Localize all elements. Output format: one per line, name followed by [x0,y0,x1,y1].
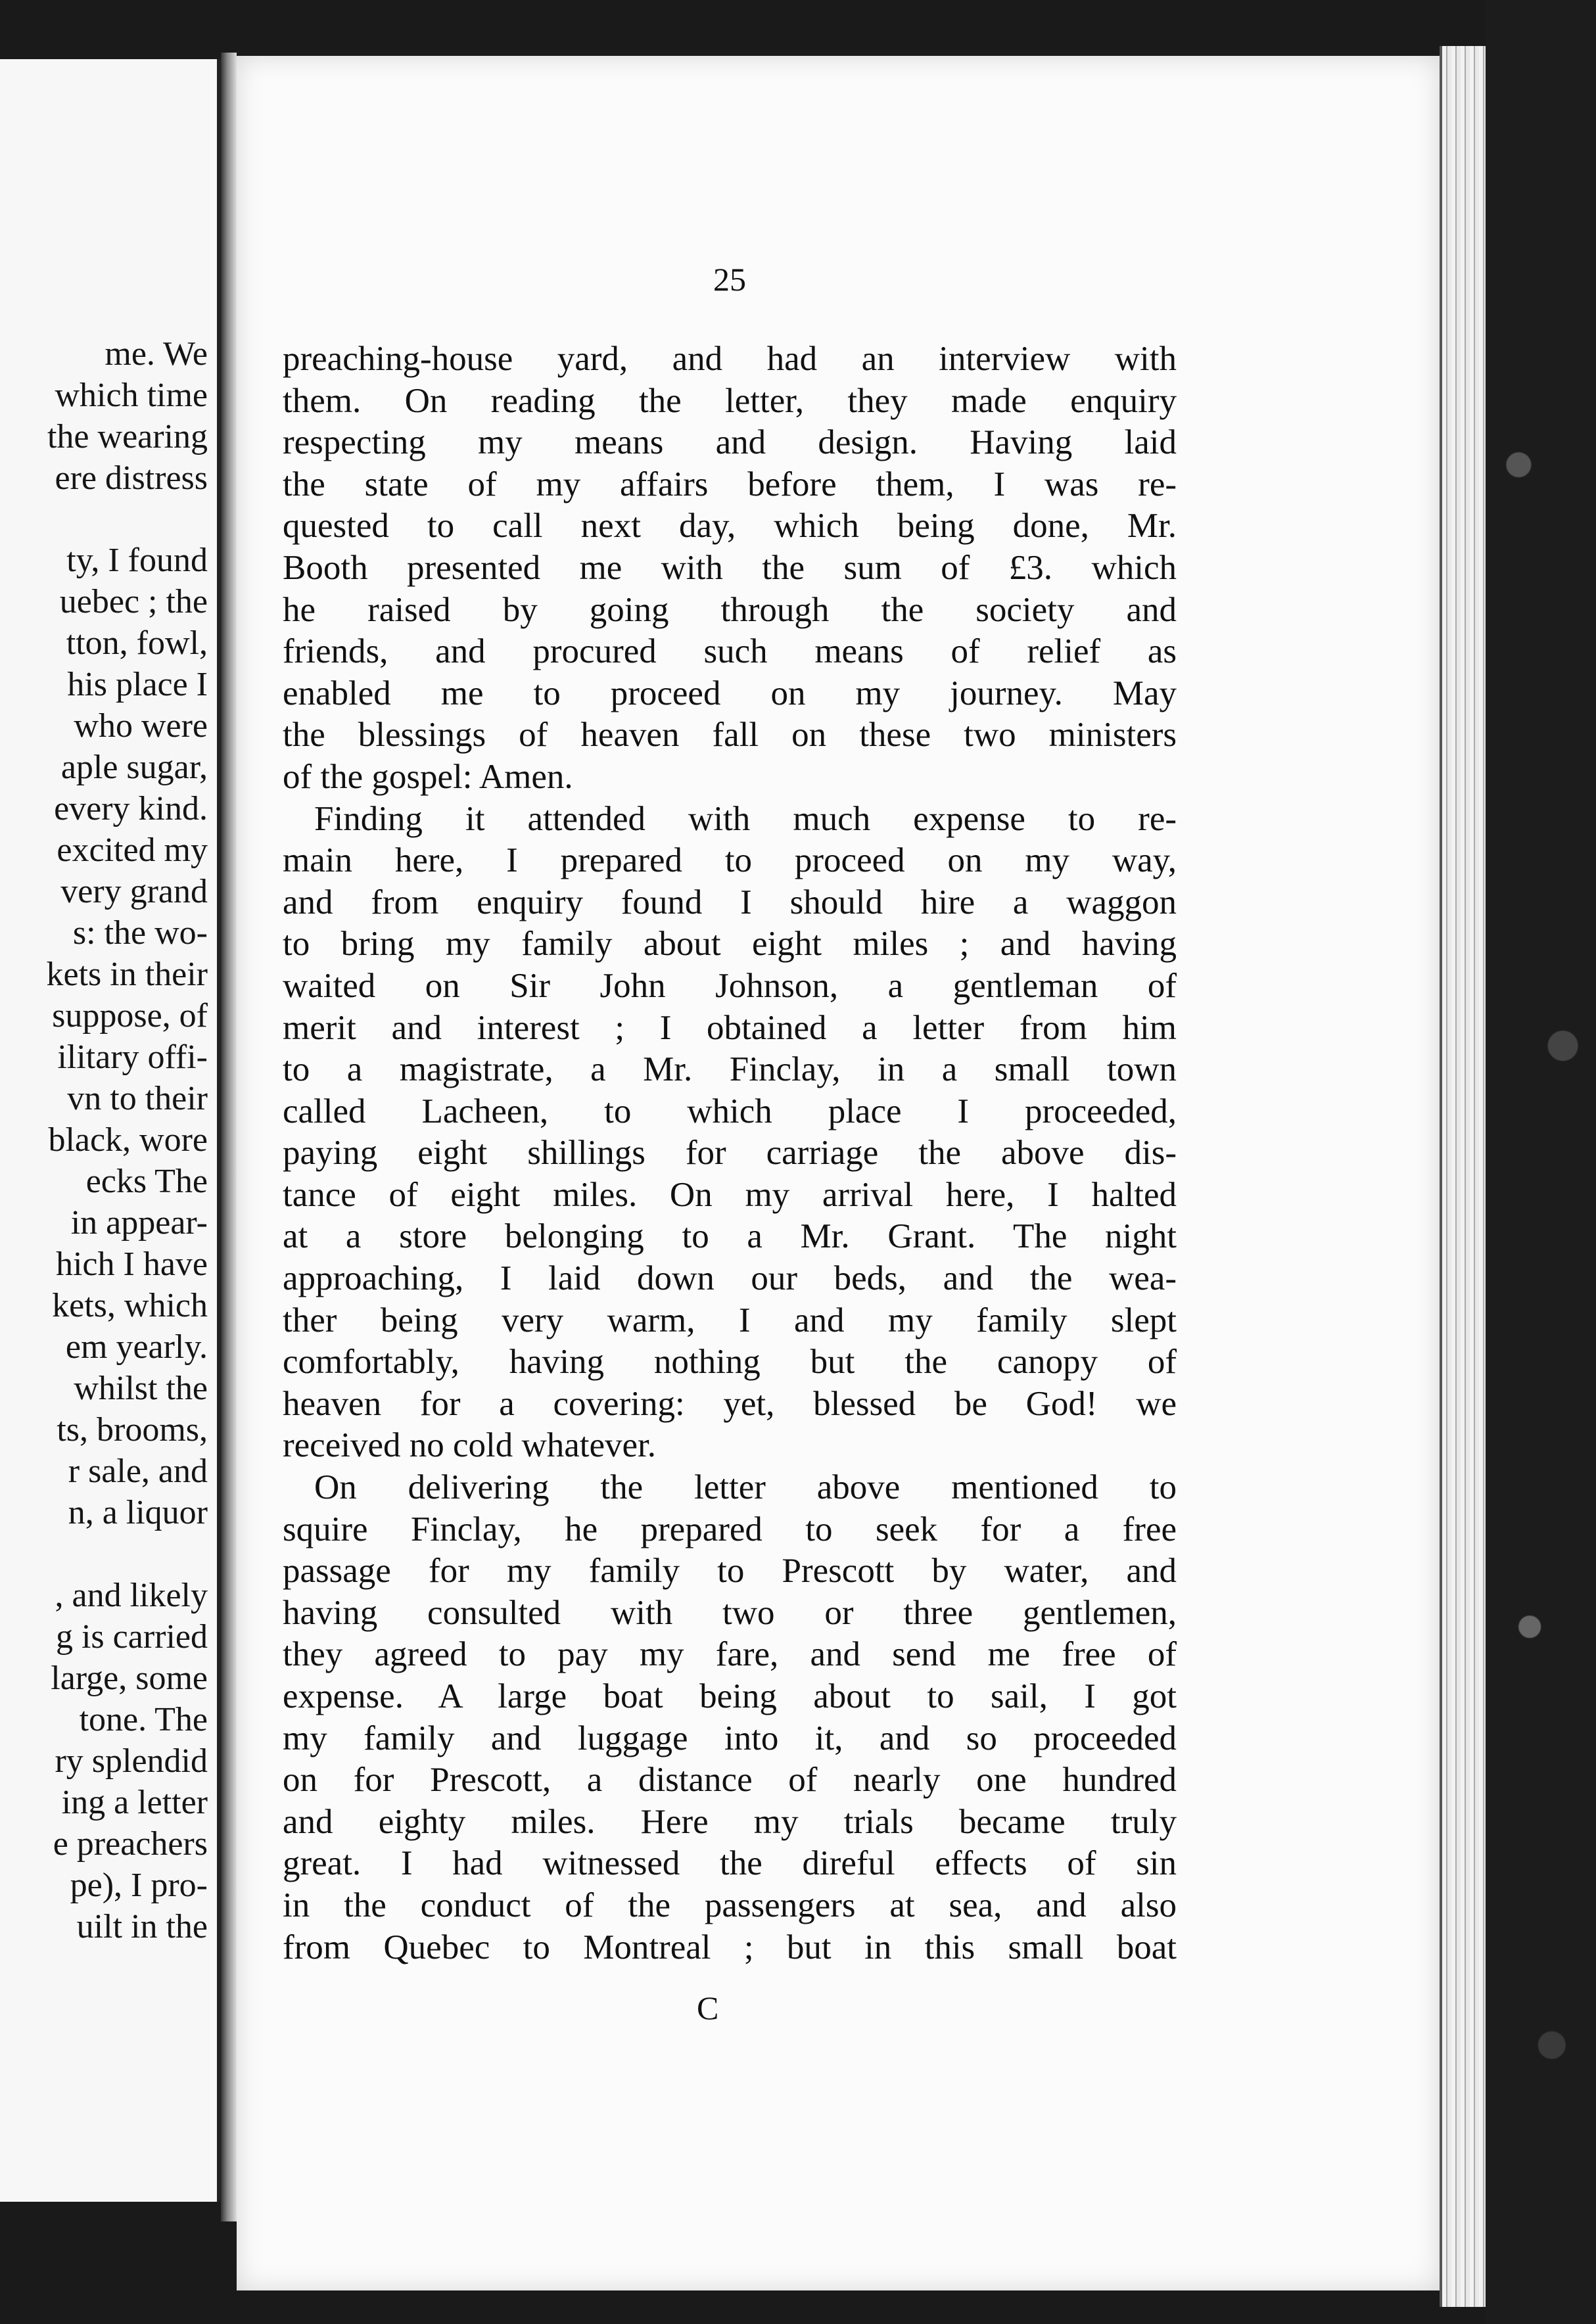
text-line: of the gospel: Amen. [283,757,573,796]
text-line: squire Finclay, he prepared to seek for a free [283,1510,1177,1548]
facing-page-text-line: me. We [105,335,208,373]
facing-page-text-line: ing a letter [61,1784,208,1821]
facing-page-text-line: suppose, of [52,997,208,1034]
text-line: they agreed to pay my fare, and send me free of [283,1635,1177,1674]
text-line: my family and luggage into it, and so proceeded [283,1719,1177,1757]
text-line: he raised by going through the society and [283,590,1177,629]
text-line: expense. A large boat being about to sail, I got [283,1677,1177,1715]
facing-page-text-line: ecks The [85,1163,208,1200]
text-line: respecting my means and design. Having laid [283,423,1177,462]
text-line: On delivering the letter above mentioned to [314,1468,1177,1507]
facing-page-text-line: who were [74,707,208,745]
text-line: preaching-house yard, and had an interview with [283,340,1177,378]
facing-page-text-line: ilitary offi- [57,1038,208,1076]
text-line: on for Prescott, a distance of nearly one hundred [283,1761,1177,1800]
facing-page-text-line: uilt in the [76,1908,208,1945]
facing-page-text-line: his place I [67,666,208,703]
text-line: in the conduct of the passengers at sea, and also [283,1886,1177,1924]
text-line: tance of eight miles. On my arrival here, I halted [283,1175,1177,1214]
facing-page-text-line: pe), I pro- [70,1867,208,1904]
facing-page-text-line: uebec ; the [59,583,208,620]
text-line: heaven for a covering: yet, blessed be God! we [283,1384,1177,1423]
facing-page-text-line: , and likely [55,1577,208,1614]
facing-page-text-line: e preachers [53,1825,208,1863]
text-line: from Quebec to Montreal ; but in this small boat [283,1928,1177,1966]
facing-page-text-line: tton, fowl, [66,624,208,662]
text-line: having consulted with two or three gentlemen, [283,1593,1177,1632]
text-line: ther being very warm, I and my family slept [283,1301,1177,1339]
text-line: and from enquiry found I should hire a waggon [283,883,1177,921]
page-edges [1440,46,1488,2307]
text-line: the state of my affairs before them, I was re- [283,465,1177,503]
text-line: paying eight shillings for carriage the above dis- [283,1134,1177,1173]
facing-page-text-line: black, wore [48,1121,208,1159]
facing-page-text-line: whilst the [74,1370,208,1407]
text-line: comfortably, having nothing but the canopy of [283,1343,1177,1382]
facing-page-text-line: g is carried [55,1618,208,1656]
facing-page-text-line: large, some [51,1660,208,1697]
facing-page-text-line: excited my [57,831,208,869]
facing-page-text-line: the wearing [47,418,208,455]
text-line: Finding it attended with much expense to re- [314,799,1177,838]
facing-page-text-line: kets, which [52,1287,208,1324]
facing-page-text-line: very grand [60,873,208,910]
text-line: to bring my family about eight miles ; and having [283,925,1177,964]
facing-page-text-line: kets in their [46,956,208,993]
facing-page-text-line: n, a liquor [68,1494,208,1531]
facing-page-text-line: vn to their [67,1080,208,1117]
text-line: and eighty miles. Here my trials became truly [283,1802,1177,1841]
text-line: friends, and procured such means of relief as [283,632,1177,671]
page-body-text [283,338,1177,1968]
text-line: them. On reading the letter, they made enquiry [283,381,1177,420]
facing-page-text-line: ere distress [55,459,208,497]
text-line: the blessings of heaven fall on these two ministers [283,716,1177,755]
text-line: great. I had witnessed the direful effects of sin [283,1844,1177,1883]
text-line: Booth presented me with the sum of £3. which [283,548,1177,587]
facing-page-text-line: which time [55,377,208,414]
text-line: quested to call next day, which being done, Mr. [283,507,1177,546]
text-line: passage for my family to Prescott by water, and [283,1552,1177,1591]
facing-page-text-line: hich I have [55,1245,208,1283]
facing-page-text-line: s: the wo- [72,914,208,952]
facing-page-text-line: every kind. [54,790,208,827]
facing-page-text-line: ry splendid [55,1742,208,1780]
facing-page-text-line: tone. The [79,1701,208,1738]
text-line: called Lacheen, to which place I proceeded, [283,1092,1177,1130]
text-line: enabled me to proceed on my journey. May [283,674,1177,712]
facing-page-text-line: in appear- [70,1204,208,1242]
text-line: to a magistrate, a Mr. Finclay, in a small town [283,1050,1177,1089]
signature-mark: C [697,1989,719,2026]
text-line: main here, I prepared to proceed on my way, [283,841,1177,880]
text-line: approaching, I laid down our beds, and the wea- [283,1259,1177,1298]
text-line: received no cold whatever. [283,1426,657,1465]
book-binding [1486,0,1596,2324]
text-line: waited on Sir John Johnson, a gentleman of [283,966,1177,1005]
book-gutter [221,53,237,2221]
text-line: merit and interest ; I obtained a letter from him [283,1008,1177,1047]
text-line: at a store belonging to a Mr. Grant. The night [283,1217,1177,1256]
facing-page-text-line: ts, brooms, [57,1411,208,1449]
facing-page-text-line: em yearly. [65,1328,208,1366]
facing-page-left [0,59,221,2202]
facing-page-text-line: r sale, and [68,1452,208,1490]
facing-page-text-line: aple sugar, [60,749,208,786]
page-number: 25 [713,261,746,298]
facing-page-text-line: ty, I found [66,542,208,579]
